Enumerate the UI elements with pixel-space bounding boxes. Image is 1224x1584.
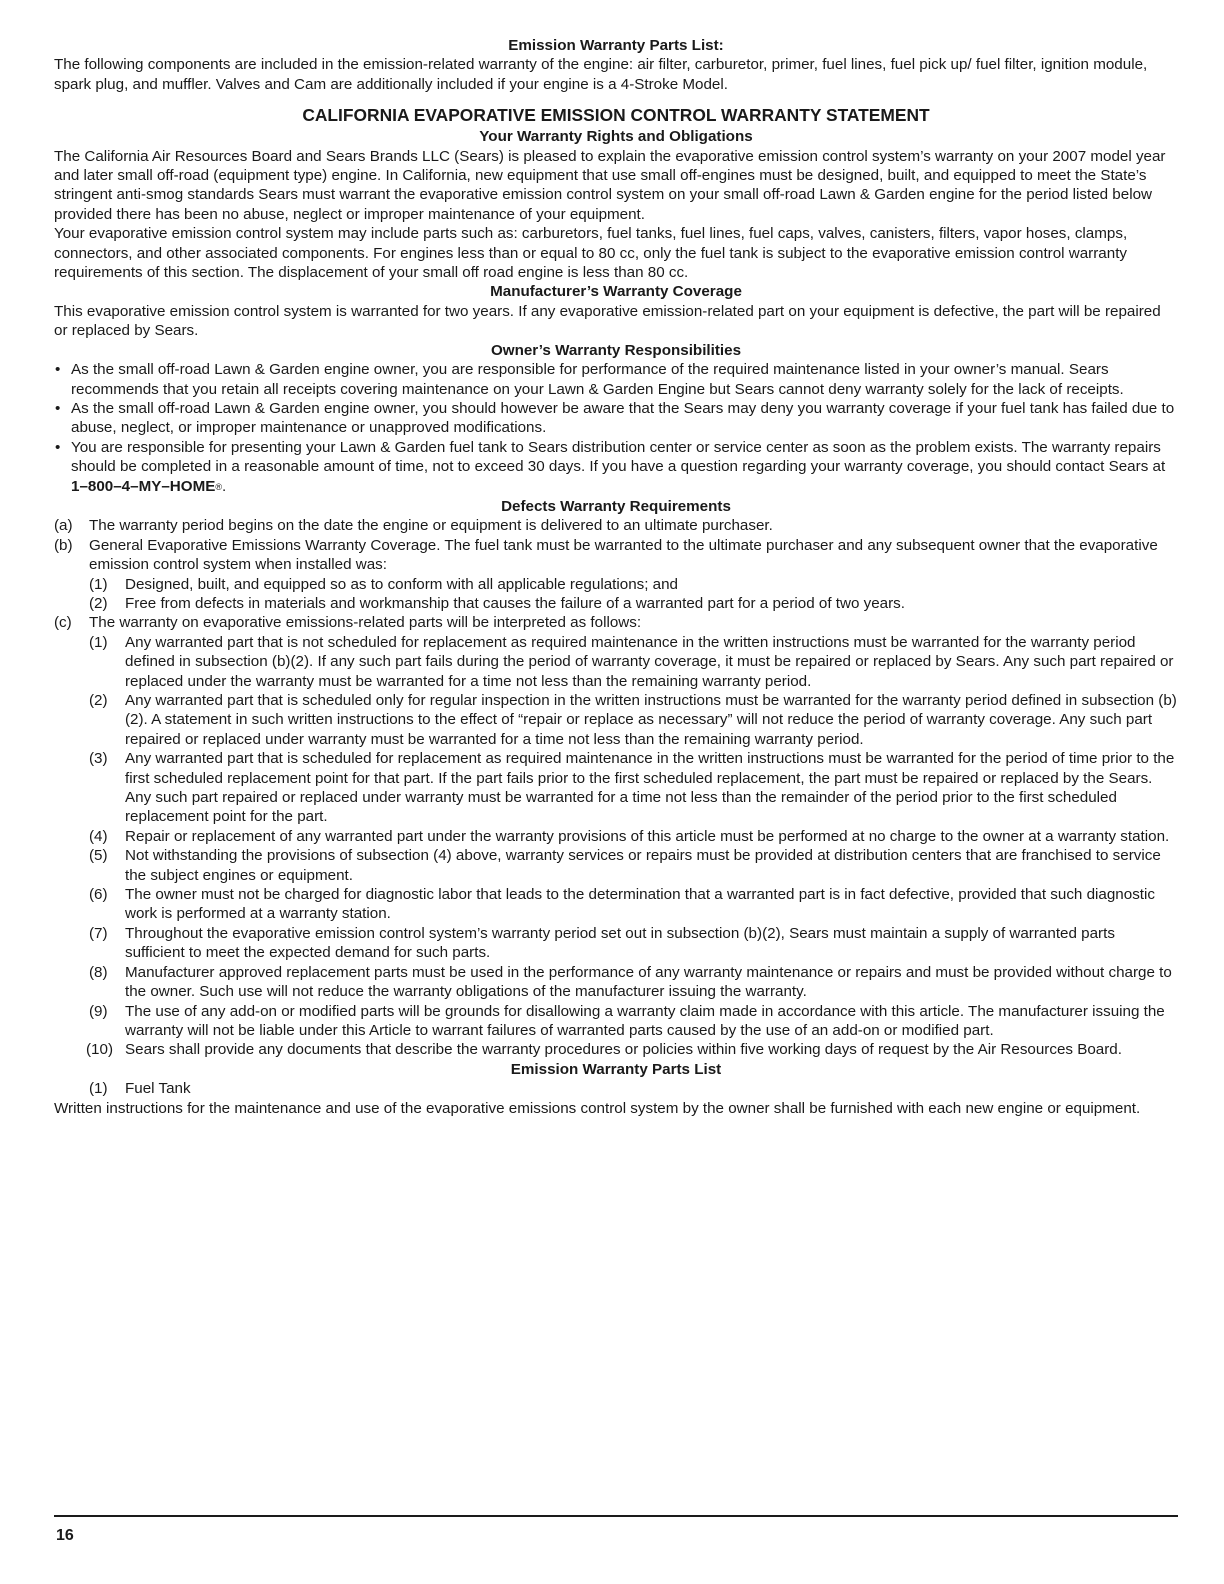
emission-parts-text: The following components are included in the emission-related warranty of the engine: air filter, carburetor, primer, fuel lines, fuel pick up/ fuel filter, ignition module, spark plug, and muffler. Valves and Cam are additionally included if your engine is a 4-Stroke Model. [54, 56, 1148, 93]
owner-bullet-2-text: As the small off-road Lawn & Garden engine owner, you should however be aware that the Sears may deny you warranty coverage if your fuel tank has failed due to abuse, neglect, or improper maintenance or unapproved modifications. [71, 399, 1175, 437]
defects-item-b: (b) General Evaporative Emissions Warranty Coverage. The fuel tank must be warranted to the ultimate purchaser and any subsequent owner that the evaporative emission control system when installed was: [54, 536, 1158, 574]
coverage-text: This evaporative emission control system is warranted for two years. If any evaporative emission-related part on your equipment is defective, the part will be repaired or replaced by Sears. [54, 302, 1161, 340]
defects-c-item: (4) Repair or replacement of any warranted part under the warranty provisions of this article must be performed at no charge to the owner at a warranty station. [89, 827, 1170, 845]
defects-c-item: (10) Sears shall provide any documents that describe the warranty procedures or policies within five working days of request by the Air Resources Board. [86, 1041, 1122, 1059]
list-marker: (5) [89, 847, 108, 865]
footer-divider [54, 1515, 1178, 1517]
rights-paragraph-2: Your evaporative emission control system may include parts such as: carburetors, fuel tanks, fuel lines, fuel caps, valves, canisters, filters, vapor hoses, clamps, connectors, and other associated components. For engines less than or equal to 80 cc, only the fuel tank is subject to the evaporative emission control warranty requirements of this section. The displacement of your small off road engine is less than 80 cc. [54, 225, 1128, 282]
list-marker: (8) [89, 963, 108, 981]
rights-heading: Your Warranty Rights and Obligations [479, 128, 753, 146]
owner-bullet-3-text: You are responsible for presenting your Lawn & Garden fuel tank to Sears distribution center or service center as soon as the problem exists. The warranty repairs should be completed in a reasonable amount of time, not to exceed 30 days. If you have a question regarding your warranty coverage, you should contact Sears at [71, 438, 1166, 476]
list-marker: (b) [54, 536, 73, 554]
list-marker: (2) [89, 692, 108, 709]
owner-bullet-1 [54, 360, 1178, 399]
list-marker: (4) [89, 827, 108, 845]
list-marker: (6) [89, 886, 108, 904]
list-marker: (7) [89, 924, 108, 942]
defects-heading: Defects Warranty Requirements [501, 497, 731, 515]
defects-item-b-1: (1) Designed, built, and equipped so as to conform with all applicable regulations; and [89, 575, 679, 593]
defects-c-item: (2) Any warranted part that is scheduled only for regular inspection in the written instructions must be warranted for the warranty period defined in subsection (b)(2). A statement in such written instructions to the effect of “repair or replace as necessary” will not reduce the period of warranty coverage. Any such part repaired or replaced under warranty must be warranted for a time not less than the remaining warranty period. [89, 692, 1177, 748]
defects-c-item: (6) The owner must not be charged for diagnostic labor that leads to the determination that a warranted part is in fact defective, provided that such diagnostic work is performed at a warranty station. [89, 886, 1155, 923]
list-marker: (1) [89, 575, 108, 593]
owner-bullet-2 [54, 399, 1178, 438]
list-marker: (9) [89, 1002, 108, 1020]
registered-mark: ® [215, 481, 223, 492]
list-marker: (1) [89, 1080, 108, 1098]
defects-item-b-2: (2) Free from defects in materials and workmanship that causes the failure of a warranted part for a period of two years. [89, 594, 905, 612]
bullet-icon: • [55, 361, 61, 379]
defects-c-item: (1) Any warranted part that is not scheduled for replacement as required maintenance in the written instructions must be warranted for the warranty period defined in subsection (b)(2). If any such part fails during the period of warranty coverage, it must be repaired or replaced by Sears. Any such part repaired or replaced under the warranty must be warranted for a time not less than the remaining warranty period. [89, 633, 1174, 690]
owner-heading: Owner’s Warranty Responsibilities [490, 341, 742, 359]
document-page [54, 36, 1178, 1118]
owner-bullet-3: • You are responsible for presenting your Lawn & Garden fuel tank to Sears distribution center or service center as soon as the problem exists. The warranty repairs should be completed in a reasonable amount of time, not to exceed 30 days. If you have a question regarding your warranty coverage, you should contact Sears at 1–800–4–MY–HOME®. [55, 438, 1166, 495]
list-marker: (1) [89, 633, 108, 651]
defects-c-item: (5) Not withstanding the provisions of subsection (4) above, warranty services or repairs must be provided at distribution centers that are franchised to service the subject engines or equipment. [89, 847, 1161, 884]
list-marker: (a) [54, 517, 73, 535]
owner-bullet-1-text: As the small off-road Lawn & Garden engine owner, you are responsible for performance of the required maintenance listed in your owner’s manual. Sears recommends that you retain all receipts covering maintenance on your Lawn & Garden Engine but Sears cannot deny warranty solely for the lack of receipts. [71, 361, 1124, 398]
page-number: 16 [56, 1527, 74, 1544]
main-title: CALIFORNIA EVAPORATIVE EMISSION CONTROL WARRANTY STATEMENT [302, 105, 930, 126]
list-marker: (2) [89, 594, 108, 612]
closing-text: Written instructions for the maintenance and use of the evaporative emissions control system by the owner shall be furnished with each new engine or equipment. [54, 1099, 1141, 1117]
defects-c-item: (9) The use of any add-on or modified parts will be grounds for disallowing a warranty claim made in accordance with this article. The manufacturer issuing the warranty will not be liable under this Article to warrant failures of warranted parts caused by the use of an add-on or modified part. [89, 1002, 1165, 1039]
coverage-heading: Manufacturer’s Warranty Coverage [490, 283, 742, 301]
parts-list-heading: Emission Warranty Parts List [510, 1060, 722, 1078]
bullet-icon: • [55, 438, 61, 456]
emission-parts-heading: Emission Warranty Parts List: [508, 37, 724, 54]
parts-list-item: (1) Fuel Tank [89, 1080, 191, 1098]
bullet-icon: • [55, 399, 61, 417]
defects-item-a: (a) The warranty period begins on the date the engine or equipment is delivered to an ultimate purchaser. [54, 517, 773, 535]
list-marker: (3) [89, 750, 108, 768]
defects-item-c: (c) The warranty on evaporative emissions-related parts will be interpreted as follows: [54, 614, 642, 632]
defects-c-item: (7) Throughout the evaporative emission control system’s warranty period set out in subsection (b)(2), Sears must maintain a supply of warranted parts sufficient to meet the expected demand for such parts. [89, 924, 1115, 962]
phone-number: 1–800–4–MY–HOME [71, 477, 216, 495]
defects-c-item: (8) Manufacturer approved replacement parts must be used in the performance of any warranty maintenance or repairs and must be provided without charge to the owner. Such use will not reduce the warranty obligations of the manufacturer issuing the warranty. [89, 963, 1172, 1001]
list-marker: (c) [54, 614, 72, 632]
list-marker: (10) [86, 1041, 114, 1059]
defects-c-item: (3) Any warranted part that is scheduled for replacement as required maintenance in the written instructions must be warranted for the period of time prior to the first scheduled replacement point for that part. If the part fails prior to the first scheduled replacement, the part must be repaired or replaced by the Sears. Any such part repaired or replaced under warranty must be warranted for a time not less than the remainder of the period prior to the first scheduled replacement point for the part. [89, 750, 1175, 826]
rights-paragraph-1: The California Air Resources Board and Sears Brands LLC (Sears) is pleased to explain the evaporative emission control system’s warranty on your 2007 model year and later small off-road (equipment type) engine. In California, new equipment that use small off-engines must be designed, built, and equipped to meet the State’s stringent anti-smog standards Sears must warrant the evaporative emission control system on your small off-road Lawn & Garden engine for the period listed below provided there has been no abuse, neglect or improper maintenance of your equipment. [54, 147, 1166, 223]
